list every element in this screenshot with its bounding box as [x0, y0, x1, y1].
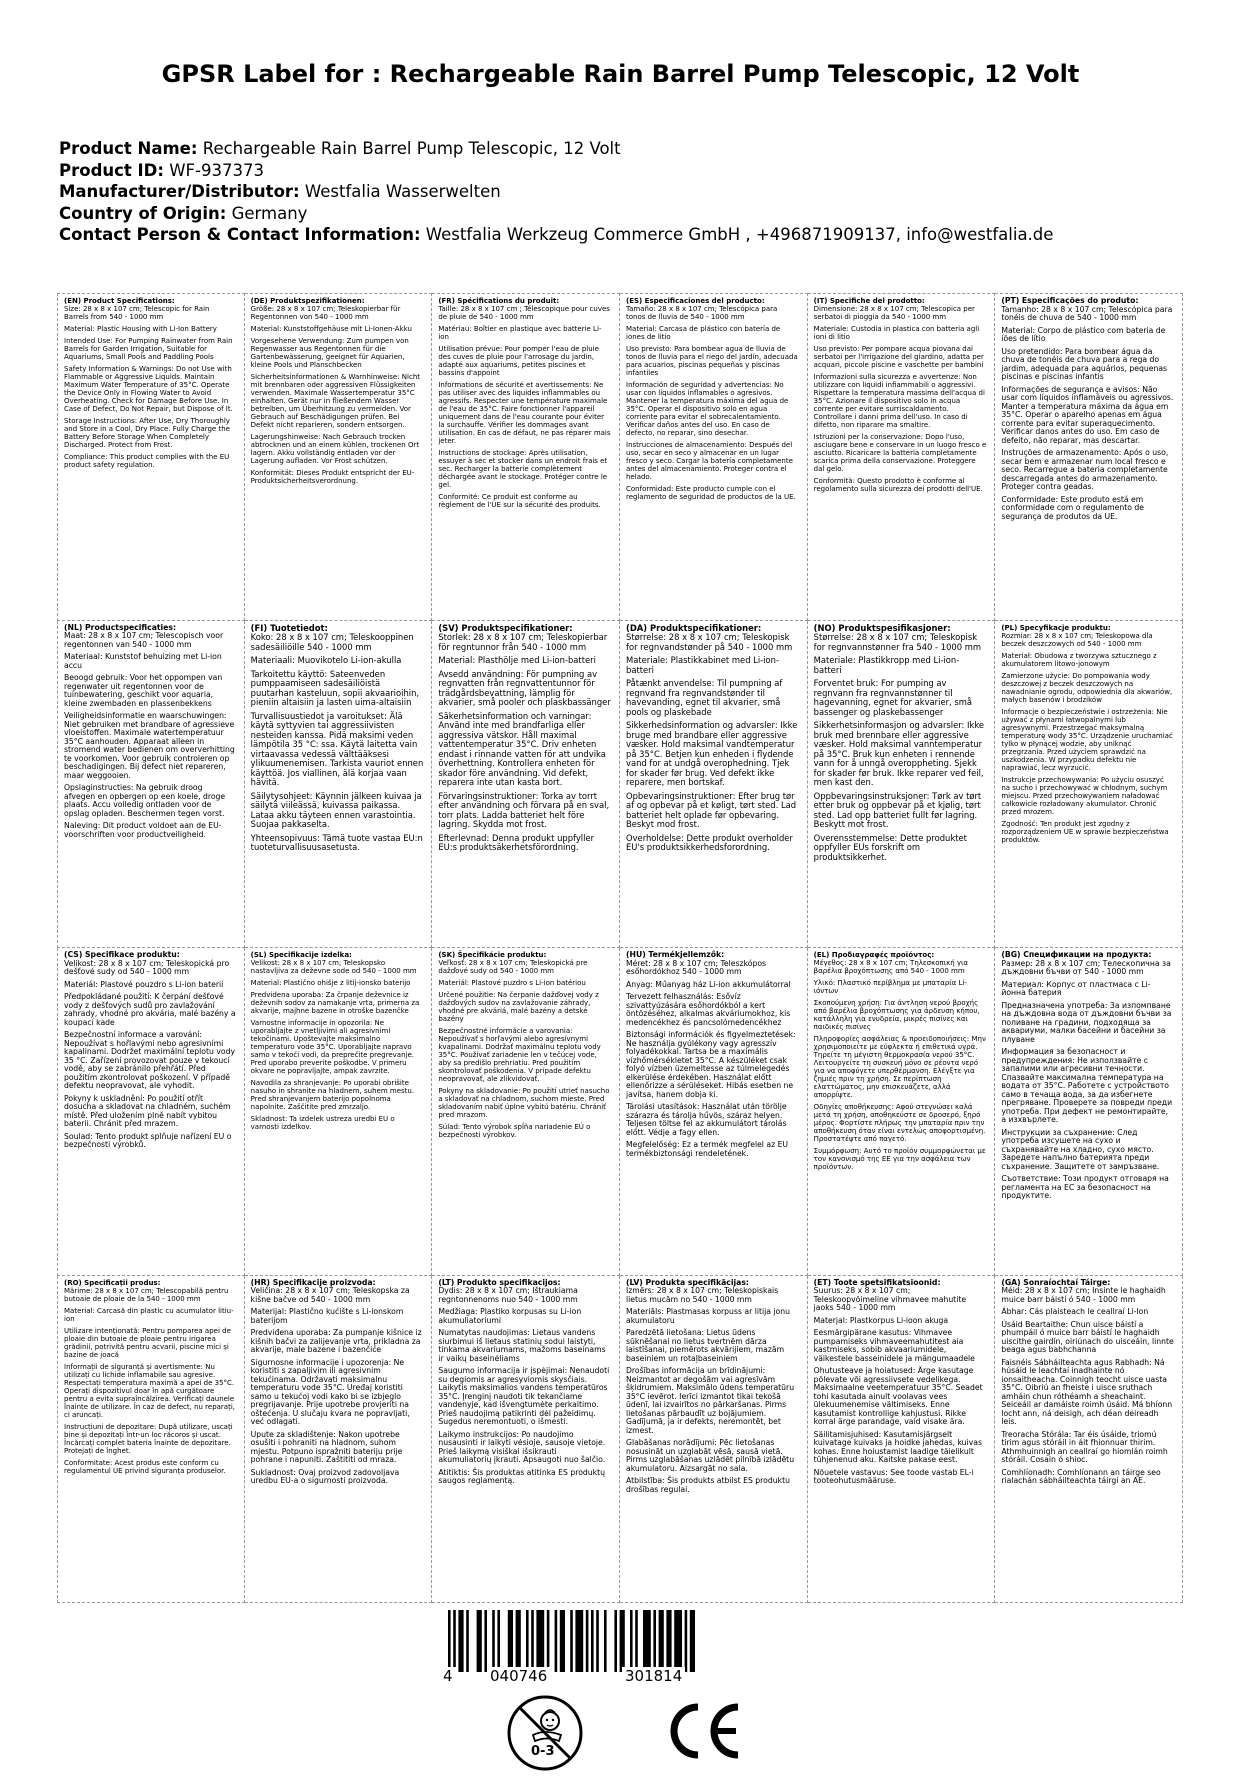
spec-section-paragraph: Dydis: 28 x 8 x 107 cm; Ištraukiama regntonnenoms nuo 540 - 1000 mm: [438, 1286, 578, 1304]
spec-section-heading: (DA) Produktspecifikationer:: [626, 622, 762, 633]
spec-section-paragraph: Opbevaringsinstruktioner: Efter brug tør af og opbevar på et køligt, tørt sted. Lad batteriet helt oplade før opbevaring. Beskyt mod frost.: [626, 790, 797, 829]
spec-section-paragraph: Oppbevaringsinstruksjoner: Tørk av tørt etter bruk og oppbevar på et kjølig, tørt sted. Lad opp batteriet fullt før lagring. Beskytt mot frost.: [813, 790, 982, 829]
spec-section-paragraph: Veľkosť: 28 x 8 x 107 cm; Teleskopická pre dažďové sudy od 540 - 1000 mm: [438, 959, 588, 975]
spec-section-heading: (ES) Especificaciones del producto:: [626, 297, 765, 305]
spec-section: [432, 948, 620, 1276]
spec-section-paragraph: Suurus: 28 x 8 x 107 cm; Teleskoopvõimeline vihmavee mahutite jaoks 540 - 1000 mm: [813, 1286, 967, 1312]
country-label: Country of Origin:: [59, 203, 227, 223]
spec-section-paragraph: Material: Plasthölje med Li-ion-batteri: [438, 655, 596, 665]
product-id-value: WF-937373: [169, 160, 264, 180]
spec-section-paragraph: Instrucțiuni de depozitare: După utilizare, uscați bine și depozitați într-un loc răcoros și uscat. Încărcați complet bateria înainte de depozitare. Protejați de înghet.: [64, 1422, 233, 1455]
barcode-bar: [604, 1610, 607, 1672]
spec-section-paragraph: Materiāls: Plastmasas korpuss ar litija jonu akumulatoru: [626, 1307, 790, 1325]
spec-section: [808, 621, 996, 949]
spec-section-paragraph: Varnostne informacije in opozorila: Ne uporabljajte z vnetljivimi ali agresivnimi tekočinami. Upoštevajte maksimalno temperaturo vode 35°C. Uporabljajte napravo samo v tekoči vodi, da preprečite pregrevanje. Pred uporabo preverite poškodbe. V primeru okvare ne popravljajte, ampak zavrzite.: [250, 1019, 414, 1075]
barcode-bar: [596, 1610, 599, 1672]
barcode-bar: [643, 1610, 651, 1672]
barcode-lead-digit: 4: [440, 1667, 456, 1685]
spec-section-paragraph: Skladnost: Ta izdelek ustreza uredbi EU o varnosti izdelkov.: [250, 1115, 395, 1131]
spec-section-paragraph: Drošības informācija un brīdinājumi: Neizmantot ar degošām vai agresīvām šķidrumiem. Maksimālo ūdens temperatūru 35°C ievērot. Ierīci izmantot tikai tekošā ūdenī, lai izvairītos no pārkaršanas. Pirms lietošanas pārbaudīt uz bojājumiem. Gadījumā, ja ir defekts, neremontēt, bet izmest.: [626, 1366, 795, 1435]
spec-section: [620, 621, 808, 949]
spec-section-paragraph: Materiaal: Kunststof behuizing met Li-ion accu: [64, 652, 222, 670]
spec-section-paragraph: Pokyny na skladovanie: Po použití utrieť nasucho a skladovať na chladnom, suchom mieste. Pred skladovaním nabiť úplne vybitú batériu. Chrániť pred mrazom.: [438, 1087, 610, 1119]
spec-section-paragraph: Tervezett felhasználás: Esővíz szivattyúzására esőhordókból a kert öntözéséhez, alkalmas akváriumokhoz, kis medencékhez és pancsolómedencékhez: [626, 992, 791, 1027]
spec-section-paragraph: Anyag: Műanyag ház Li-ion akkumulátorral: [626, 979, 791, 989]
spec-section-paragraph: Σκοπούμενη χρήση: Για άντληση νερού βροχής από βαρέλια βροχόπτωσης για άρδευση κήπου, κατάλληλη για ενυδρεία, μικρές πισίνες και παιδικές πισίνες: [813, 999, 980, 1031]
spec-section-paragraph: Saugumo informacija ir įspėjimai: Nenaudoti su degiomis ar agresyviomis skysčiais. Laikytis maksimalios vandens temperatūros 35°C. Įrenginį naudoti tik tekančiame vandenyje, kad išvengtumėte perkaitimo. Prieš naudojimą patikrinti dėl pažeidimų. Sugedus neremontuoti, o išmesti.: [438, 1366, 610, 1426]
barcode-bar: [531, 1610, 534, 1672]
spec-section-paragraph: Megfelelőség: Ez a termék megfelel az EU termékbiztonsági rendeletének.: [626, 1140, 789, 1158]
spec-section-paragraph: Påtænkt anvendelse: Til pumpning af regnvand fra regnvandstønder til havevanding, egnet til akvarier, små pools og plaskebade: [626, 678, 783, 717]
spec-section: [808, 948, 996, 1276]
barcode-bar: [674, 1610, 682, 1672]
spec-section-paragraph: Material: Carcasa de plástico con batería de iones de litio: [626, 325, 781, 341]
spec-section-paragraph: Materiale: Custodia in plastica con batteria agli ioni di litio: [813, 325, 980, 341]
spec-section-paragraph: Ábhar: Cás plaisteach le ceallraí Li-Ion: [1001, 1307, 1149, 1316]
spec-section-paragraph: Instrukcje przechowywania: Po użyciu osuszyć na sucho i przechowywać w chłodnym, suchym miejscu. Przed przechowywaniem naładować całkowicie rozładowany akumulator. Chronić przed mrozem.: [1001, 775, 1168, 816]
spec-section-paragraph: Informații de siguranță și avertismente: Nu utilizați cu lichide inflamabile sau agresive. Respectați temperatura maximă a apei de 35°C. Operați dispozitivul doar în apă curgătoare pentru a evita supraîncălzirea. Verificați daunele înainte de utilizare. În caz de defect, nu reparați, ci aruncați.: [64, 1362, 236, 1419]
spec-section-paragraph: Veličina: 28 x 8 x 107 cm; Teleskopska za kišne bačve od 540 - 1000 mm: [250, 1286, 410, 1304]
spec-section-paragraph: Soulad: Tento produkt splňuje nařízení EU o bezpečnosti výrobků.: [64, 1131, 232, 1149]
spec-section-heading: (LT) Produkto specifikacijos:: [438, 1277, 561, 1287]
spec-section: [808, 293, 996, 621]
spec-section-paragraph: Konformität: Dieses Produkt entspricht der EU-Produktsicherheitsverordnung.: [250, 469, 415, 485]
spec-section-paragraph: Glabāšanas norādījumi: Pēc lietošanas nosusināt un uzglabāt vēsā, sausā vietā. Pirms uzglabāšanas uzlādēt pilnībā izlādētu akumulatoru. Aizsargāt no sala.: [626, 1438, 795, 1473]
spec-section: [432, 621, 620, 949]
spec-section-paragraph: Turvallisuustiedot ja varoitukset: Älä käytä syttyvien tai aggressiivisten nesteiden kanssa. Pidä maksimi veden lämpötila 35 °C: ssa. Käytä laitetta vain virtaavassa vedessä välttääksesi ylikuumenemisen. Tarkista vauriot ennen käyttöä. Jos viallinen, älä korjaa vaan hävitä.: [250, 710, 424, 787]
spec-section-paragraph: Størrelse: 28 x 8 x 107 cm; Teleskopisk for regnvandstønder på 540 - 1000 mm: [626, 632, 793, 652]
spec-section-paragraph: Treoracha Stórála: Tar éis úsáide, triomú tirim agus stóráil in áit fhionnuar thirim. Athmhuinnigh an ceallraí go hiomlán roimh stóráil. Cosain ó shioc.: [1001, 1429, 1168, 1464]
spec-section-paragraph: Sicherheitsinformationen & Warnhinweise: Nicht mit brennbaren oder aggressiven Flüssigkeiten verwenden. Maximale Wassertemperatur 35°C einhalten. Gerät nur in fließendem Wasser betreiben, um Überhitzung zu vermeiden. Vor Gebrauch auf Beschädigungen prüfen. Bei Defekt nicht reparieren, sondern entsorgen.: [250, 373, 421, 429]
spec-section-paragraph: Storage Instructions: After Use, Dry Thoroughly and Store in a Cool, Dry Place. Fully Charge the Battery Before Storage When Completely Discharged. Protect from Frost.: [64, 417, 230, 449]
spec-section-paragraph: Overensstemmelse: Dette produktet oppfyller EUs forskrift om produktsikkerhet.: [813, 832, 967, 862]
barcode-bar: [466, 1610, 469, 1672]
spec-section-paragraph: Säilitamisjuhised: Kasutamisjärgselt kuivatage kuivaks ja hoidke jahedas, kuivas kohas. Enne hoiustamist laadige täielikult tühjenenud aku. Kaitske pakase eest.: [813, 1429, 982, 1464]
spec-section-paragraph: Yhteensopivuus: Tämä tuote vastaa EU:n tuoteturvallisuusasetusta.: [250, 832, 423, 852]
spec-section-paragraph: Forventet bruk: For pumping av regnvann fra regnvannstønner til hagevanning, egnet for akvarier, små bassenger og plaskebassenger: [813, 678, 973, 717]
barcode-bar: [635, 1610, 638, 1672]
spec-section-heading: (EN) Product Specifications:: [64, 297, 175, 305]
spec-section-paragraph: Størrelse: 28 x 8 x 107 cm; Teleskopisk for regnvannstønner fra 540 - 1000 mm: [813, 632, 982, 652]
manufacturer-row: [59, 181, 1053, 203]
spec-section-paragraph: Upute za skladištenje: Nakon upotrebe osušiti i pohraniti na hladnom, suhom mjestu. Potpuno ispražniti bateriju prije pohrane i napuniti. Zaštititi od mraza.: [250, 1429, 403, 1464]
spec-section-paragraph: Informations de sécurité et avertissements: Ne pas utiliser avec des liquides inflammables ou agressifs. Respecter une température maximale de l'eau de 35°C. Faire fonctionner l'appareil uniquement dans de l'eau courante pour éviter la surchauffe. Vérifier les dommages avant utilisation. En cas de défaut, ne pas réparer mais jeter.: [438, 381, 611, 445]
spec-section-paragraph: Größe: 28 x 8 x 107 cm; Teleskopierbar für Regentonnen von 540 - 1000 mm: [250, 305, 401, 321]
spec-section-paragraph: Taille: 28 x 8 x 107 cm ; Télescopique pour cuves de pluie de 540 - 1000 mm: [438, 305, 610, 321]
spec-section-paragraph: Size: 28 x 8 x 107 cm; Telescopic for Rain Barrels from 540 - 1000 mm: [64, 305, 210, 321]
product-info: [59, 138, 1053, 246]
spec-section-heading: (CS) Specifikace produktu:: [64, 950, 180, 959]
barcode-bar: [570, 1610, 573, 1672]
spec-section: [620, 948, 808, 1276]
spec-section-paragraph: Overholdelse: Dette produkt overholder EU's produktsikkerhedsforordning.: [626, 832, 793, 852]
barcode-bars: [430, 1610, 700, 1672]
barcode-bar: [659, 1610, 664, 1672]
spec-section-paragraph: Bezpečnostné informácie a varovania: Nepoužívať s horľavými alebo agresívnymi kvapalinami. Dodržať maximálnu teplotu vody 35°C. Používať zariadenie len v tečúcej vode, aby sa predišlo prehriatiu. Pred použitím skontrolovať poškodenia. V prípade defektu neopravovať, ale zlikvidovať.: [438, 1027, 601, 1083]
barcode-bar: [614, 1610, 617, 1672]
spec-section-paragraph: Laikymo instrukcijos: Po naudojimo nusausinti ir laikyti vėsioje, sausoje vietoje. Prieš laikymą visiškai išsikrauti akumuliatorių įkrauti. Apsaugoti nuo šalčio.: [438, 1429, 606, 1464]
spec-section: [808, 1276, 996, 1604]
spec-section-paragraph: Mărime: 28 x 8 x 107 cm; Telescopabilă pentru butoaie de ploaie de la 540 - 1000 mm: [64, 1286, 229, 1303]
spec-section-paragraph: Υλικό: Πλαστικό περίβλημα με μπαταρία Li-ιόντων: [813, 979, 967, 995]
product-name-value: Rechargeable Rain Barrel Pump Telescopic, 12 Volt: [202, 139, 621, 158]
spec-section-paragraph: Sikkerhedsinformation og advarsler: Ikke bruge med brandbare eller aggressive væsker. Hold maksimal vandtemperatur på 35°C. Betjen kun enheden i flydende vand for at undgå overophedning. Tjek for skader før brug. Ved defekt ikke reparere, men bortskaf.: [626, 720, 798, 787]
spec-section-paragraph: Istruzioni per la conservazione: Dopo l'uso, asciugare bene e conservare in un luogo fresco e asciutto. Ricaricare la batteria completamente scarica prima della conservazione. Proteggere dal gelo.: [813, 433, 987, 473]
spec-section-heading: (RO) Specificații produs:: [64, 1278, 161, 1287]
spec-section-paragraph: Zgodność: Ten produkt jest zgodny z rozporządzeniem UE w sprawie bezpieczeństwa produktów.: [1001, 819, 1169, 844]
spec-section: [995, 621, 1183, 949]
spec-section-paragraph: Material: Plastično ohišje z litij-ionsko baterijo: [250, 979, 411, 987]
spec-section-paragraph: Material: Corpo de plástico com bateria de íões de lítio: [1001, 325, 1166, 343]
spec-section-paragraph: Materiał: Obudowa z tworzywa sztucznego z akumulatorem litowo-jonowym: [1001, 651, 1157, 668]
barcode-bar: [653, 1610, 656, 1672]
spec-section-paragraph: Размер: 28 x 8 x 107 cm; Телескопична за дъждовни бъчви от 540 - 1000 mm: [1001, 958, 1171, 976]
spec-section: [245, 293, 433, 621]
spec-section-paragraph: Velikost: 28 x 8 x 107 cm; Teleskopsko nastavljiva za deževne sode od 540 - 1000 mm: [250, 959, 417, 975]
spec-section-paragraph: Comhlíonadh: Comhlíonann an táirge seo rialachán sábháilteachta táirgí an AE.: [1001, 1467, 1161, 1485]
spec-section-paragraph: Utilisation prévue: Pour pomper l'eau de pluie des cuves de pluie pour l'arrosage du jardin, adapté aux aquariums, petites piscines et bassins d'appoint: [438, 345, 599, 377]
spec-section-paragraph: Информация за безопасност и предупреждения: Не използвайте с запалими или агресивни течности. Спазвайте максимална температура на водата от 35°C. Работете с устройството само в течаща вода, за да избегнете прегряване. Проверете за повреди преди употреба. При дефект не ремонтирайте, а изхвърлете.: [1001, 1047, 1173, 1124]
spec-section-paragraph: Materiál: Plastové pouzdro s Li-ion baterií: [64, 979, 224, 989]
spec-section-paragraph: Μέγεθος: 28 x 8 x 107 cm; Τηλεσκοπική για βαρέλια βροχόπτωσης από 540 - 1000 mm: [813, 959, 969, 975]
spec-section-paragraph: Materiaali: Muovikotelo Li-ion-akulla: [250, 655, 402, 665]
barcode-bar: [477, 1610, 482, 1672]
spec-section-paragraph: Opslaginstructies: Na gebruik droog afvegen en opbergen op een koele, droge plaats. Accu volledig ontladen voor de opslag opladen. Beschermen tegen vorst.: [64, 783, 226, 818]
spec-section-heading: (SK) Špecifikácie produktu:: [438, 951, 547, 959]
spec-section: [57, 948, 245, 1276]
barcode-bar: [586, 1610, 589, 1672]
spec-section-paragraph: Beoogd gebruik: Voor het oppompen van regenwater uit regentonnen voor de tuinbewatering, geschikt voor aquaria, kleine zwembaden en plassenbekkens: [64, 673, 223, 708]
spec-section-paragraph: Tarkoitettu käyttö: Sateenveden pumppaamiseen sadesäiliöistä puutarhan kasteluun, sopii akvaarioihin, pieniin altaisiin ja lasten uima-altaisiin: [250, 668, 420, 707]
spec-section-paragraph: Material: Carcasă din plastic cu acumulator litiu-ion: [64, 1306, 234, 1323]
contact-label: Contact Person & Contact Information:: [59, 225, 421, 244]
spec-section-paragraph: Méid: 28 x 8 x 107 cm; Insinte le haghaidh muice barr báistí ó 540 - 1000 mm: [1001, 1286, 1166, 1304]
barcode-bar: [448, 1610, 451, 1672]
spec-section-paragraph: Numatytas naudojimas: Lietaus vandens siurbimui iš lietaus statinių sodui laistyti, tinkama akvariumams, mažoms baseinams ir vaikų baseinėliams: [438, 1328, 606, 1363]
country-row: [59, 203, 1053, 225]
spec-section-paragraph: Tamaño: 28 x 8 x 107 cm; Telescópica para tonos de lluvia de 540 - 1000 mm: [626, 305, 778, 321]
spec-section-paragraph: Πληροφορίες ασφάλειας & προειδοποιήσεις: Μην χρησιμοποιείτε με εύφλεκτα ή επιθετικά υγρά. Τηρείτε τη μέγιστη θερμοκρασία νερού 35°C. Λειτουργείτε τη συσκευή μόνο σε ρέοντα νερό για να αποφύγετε υπερθέρμανση. Ελέγξτε για ζημιές πριν τη χρήση. Σε περίπτωση ελαττώματος, μην επισκευάζετε, αλλά απορρίψτε.: [813, 1035, 986, 1099]
spec-section-paragraph: Dimensione: 28 x 8 x 107 cm; Telescopica per serbatoi di pioggia da 540 - 1000 mm: [813, 305, 975, 321]
spec-section-paragraph: Tárolási utasítások: Használat után törölje szárazra és tárolja hűvös, száraz helyen. Teljesen töltse fel az akkumulátort tárolás előtt. Védje a fagy ellen.: [626, 1102, 787, 1137]
page-title: GPSR Label for : Rechargeable Rain Barrel Pump Telescopic, 12 Volt: [161, 60, 1080, 88]
spec-section-paragraph: Faisnéis Sábháilteachta agus Rabhadh: Ná húsáid le leachtaí inadhainte nó ionsaitheacha. Coinnigh teocht uisce uasta 35°C. Oibriú an fheiste i uisce sruthach amháin chun róthéamh a sheachaint. Seiceáil ar damáiste roimh úsáid. Má bhíonn locht ann, ná deisigh, ach déan deireadh leis.: [1001, 1357, 1173, 1426]
spec-section: [432, 293, 620, 621]
spec-section-paragraph: Maat: 28 x 8 x 107 cm; Telescopisch voor regentonnen van 540 - 1000 mm: [64, 631, 224, 649]
spec-section-paragraph: Biztonsági információk és figyelmeztetések: Ne használja gyúlékony vagy agresszív folyadékokkal. Tartsa be a maximális vízhőmérsékletet 35°C. A készüléket csak folyó vízben üzemeltesse az túlmelegedés elkerülése érdekében. Használat előtt ellenőrizze a sérüléseket. Hibás esetben ne javítsa, hanem dobja ki.: [626, 1030, 796, 1099]
barcode-bar: [666, 1610, 671, 1672]
spec-section-paragraph: Uso previsto: Para bombear agua de lluvia de tonos de lluvia para el riego del jardín, adecuada para acuarios, piscinas pequeñas y piscinas infantiles: [626, 345, 798, 377]
spec-section-paragraph: Nõuetele vastavus: See toode vastab EL-i tooteohutusmääruse.: [813, 1467, 974, 1485]
spec-section-heading: (FR) Spécifications du produit:: [438, 297, 560, 305]
barcode-bar: [620, 1610, 625, 1672]
manufacturer-label: Manufacturer/Distributor:: [59, 182, 300, 201]
barcode-bar: [591, 1610, 594, 1672]
spec-section-paragraph: Información de seguridad y advertencias: No usar con líquidos inflamables o agresivos. Mantener la temperatura máxima del agua de 35°C. Operar el dispositivo solo en agua corriente para evitar el sobrecalentamiento. Verificar daños antes del uso. En caso de defecto, no reparar, sino desechar.: [626, 381, 789, 437]
spec-section-paragraph: Paredzētā lietošana: Lietus ūdens sūknēšanai no lietus tvertnēm dārza laistīšanai, piemērots akvārijiem, mazām baseiniem un rotaļbaseiniem: [626, 1328, 785, 1363]
product-name-row: [59, 138, 1053, 160]
spec-section-paragraph: Lagerungshinweise: Nach Gebrauch trocken abtrocknen und an einem kühlen, trockenen Ort lagern. Akku vollständig entladen vor der Lagerung aufladen. Vor Frost schützen.: [250, 433, 420, 465]
spec-section-paragraph: Předpokládané použití: K čerpání dešťové vody z dešťových sudů pro zavlažování zahrady, vhodné pro akvária, malé bazény a koupací kade: [64, 992, 236, 1027]
spec-section-paragraph: Materiale: Plastikkropp med Li-ion-batteri: [813, 655, 960, 675]
barcode-bar: [685, 1610, 688, 1672]
spec-section-heading: (ET) Toote spetsifikatsioonid:: [813, 1277, 941, 1287]
spec-section-paragraph: Materiál: Plastové puzdro s Li-ion batériou: [438, 979, 586, 987]
spec-section-paragraph: Úsáid Beartaithe: Chun uisce báistí a phumpáil ó muice barr báistí le haghaidh uiscithe gairdín, oiriúnach do uisceáin, linnte beaga agus babhchanna: [1001, 1319, 1174, 1354]
spec-section-paragraph: Bezpečnostní informace a varování: Nepoužívat s hořlavými nebo agresivními kapalinami. Dodržet maximální teplotu vody 35 °C. Zařízení provozovat pouze v tekoucí vodě, aby se zabránilo přehřátí. Před použitím zkontrolovat poškození. V případě defektu neopravovat, ale vyhodit.: [64, 1030, 236, 1090]
spec-section-paragraph: Instrucciones de almacenamiento: Después del uso, secar en seco y almacenar en un lugar fresco y seco. Cargar la batería completamente antes del almacenamiento. Proteger contra el helado.: [626, 441, 793, 481]
spec-section: [245, 1276, 433, 1604]
spec-section-paragraph: Συμμόρφωση: Αυτό το προϊόν συμμορφώνεται με τον κανονισμό της ΕΕ για την ασφάλεια των προϊόντων.: [813, 1147, 986, 1171]
spec-section-heading: (SL) Specifikacije izdelka:: [250, 951, 352, 959]
spec-section-paragraph: Uso pretendido: Para bombear água da chuva de tonéis de chuva para a rega do jardim, adequada para aquários, pequenas piscinas e piscinas infantis: [1001, 346, 1168, 381]
spec-section-paragraph: Οδηγίες αποθήκευσης: Αφού στεγνώσει καλά μετά τη χρήση, αποθηκεύστε σε δροσερό, ξηρό μέρος. Φορτίστε πλήρως την μπαταρία πριν την αποθήκευση όταν είναι εντελώς αποφορτισμένη. Προστατέψτε από παγετό.: [813, 1103, 986, 1143]
spec-section-paragraph: Инструкции за съхранение: След употреба изсушете на сухо и съхранявайте на хладно, сухо място. Заредете напълно батерията преди съхранение. Защитете от замръзване.: [1001, 1127, 1160, 1171]
spec-section-paragraph: Avsedd användning: För pumpning av regnvatten från regnvattentunnor för trädgårdsbevattning, lämplig för akvarier, små pooler och plaskbassänger: [438, 668, 611, 707]
spec-section: [995, 293, 1183, 621]
spec-section-paragraph: Instructions de stockage: Après utilisation, essuyer à sec et stocker dans un endroit frais et sec. Recharger la batterie complètement déchargée avant le stockage. Protéger contre le gel.: [438, 449, 608, 489]
spec-section-paragraph: Conformitate: Acest produs este conform cu regulamentul UE privind siguranța produselor.: [64, 1458, 226, 1475]
spec-section-heading: (PL) Specyfikacje produktu:: [1001, 623, 1111, 632]
spec-section: [57, 293, 245, 621]
spec-section-paragraph: Eesmärgipärane kasutus: Vihmavee pumpamiseks vihmaveemahutitest aia kastmiseks, sobib akvaariumidele, väikestele basseinidele ja mängumaadele: [813, 1328, 975, 1363]
spec-section-paragraph: Atbilstība: Šis produkts atbilst ES produktu drošības regulai.: [626, 1476, 790, 1494]
spec-section-heading: (EL) Προδιαγραφές προϊόντος:: [813, 951, 935, 959]
spec-section-paragraph: Säilytysohjeet: Käynnin jälkeen kuivaa ja säilytä viileässä, kuivassa paikassa. Lataa akku täyteen ennen varastointia. Suojaa pakkaselta.: [250, 790, 422, 829]
spec-section-paragraph: Uso previsto: Per pompare acqua piovana dai serbatoi per l'irrigazione del giardino, adatta per acquari, piccole piscine e vaschette per bambini: [813, 345, 984, 369]
barcode-bar: [526, 1610, 529, 1672]
spec-section-paragraph: Informações de segurança e avisos: Não usar com líquidos inflamáveis ou agressivos. Manter a temperatura máxima da água em 35°C. Operar o aparelho apenas em água corrente para evitar superaquecimento. Verificar danos antes do uso. Em caso de defeito, não reparar, mas descartar.: [1001, 384, 1174, 445]
language-spec-grid: [57, 293, 1183, 1603]
spec-section-paragraph: Vorgesehene Verwendung: Zum pumpen von Regenwasser aus Regentonnen für die Gartenbewässerung, geeignet für Aquarien, kleine Pools und Planschbecken: [250, 337, 409, 369]
barcode-bar: [497, 1610, 500, 1672]
spec-section-paragraph: Matériau: Boîtier en plastique avec batterie Li-ion: [438, 325, 602, 341]
barcode-bar: [575, 1610, 583, 1672]
spec-section-paragraph: Sigurnosne informacije i upozorenja: Ne koristiti s zapaljivim ili agresivnim tekućinama. Održavati maksimalnu temperaturu vode 35°C. Uređaj koristiti samo u tekućoj vodi kako bi se izbjeglo pregrijavanje. Prije upotrebe provjeriti na oštećenja. U slučaju kvara ne popravljati, već odlagati.: [250, 1357, 410, 1426]
age-0-3-warning-icon: [505, 1693, 585, 1777]
spec-section-paragraph: Materjal: Plastkorpus Li-ioon akuga: [813, 1315, 949, 1325]
spec-section: [245, 621, 433, 949]
barcode-bar: [508, 1610, 513, 1672]
barcode-right-digits: 301814: [622, 1667, 685, 1685]
spec-section-heading: (HR) Specifikacije proizvoda:: [250, 1277, 376, 1287]
spec-section-paragraph: Intended Use: For Pumping Rainwater from Rain Barrels for Garden Irrigation, Suitable for Aquariums, Small Pools and Paddling Pools: [64, 337, 233, 361]
spec-section-heading: (NO) Produktspesifikasjoner:: [813, 622, 951, 633]
spec-section-paragraph: Materiale: Plastikkabinet med Li-ion-batteri: [626, 655, 779, 675]
spec-section-paragraph: Izmērs: 28 x 8 x 107 cm; Teleskopiskais lietus mucām no 540 - 1000 mm: [626, 1286, 779, 1304]
spec-section-paragraph: Materijal: Plastično kućište s Li-ionskom baterijom: [250, 1307, 404, 1325]
spec-section-paragraph: Съответствие: Този продукт отговаря на регламента на ЕС за безопасност на продуктите.: [1001, 1174, 1169, 1200]
spec-section-paragraph: Material: Plastic Housing with Li-Ion Battery: [64, 325, 217, 333]
manufacturer-value: Westfalia Wasserwelten: [304, 182, 501, 201]
spec-section-paragraph: Material: Kunststoffgehäuse mit Li-Ionen-Akku: [250, 325, 412, 333]
spec-section-paragraph: Utilizare intenționată: Pentru pomparea apei de ploaie din butoaie de ploaie pentru irigarea grădinii, potrivită pentru acvarii, piscine mici și bazine de joacă: [64, 1326, 231, 1359]
spec-section: [995, 1276, 1183, 1604]
spec-section-paragraph: Conformità: Questo prodotto è conforme al regolamento sulla sicurezza dei prodotti dell'UE.: [813, 477, 983, 493]
spec-section-paragraph: Säkerhetsinformation och varningar: Använd inte med brandfarliga eller aggressiva vätskor. Håll maximal vattentemperatur 35°C. Driv enheten endast i rinnande vatten för att undvika överhettning. Kontrollera enheten för skador före användning. Vid defekt, reparera inte utan kasta bort.: [438, 710, 606, 787]
spec-section: [57, 621, 245, 949]
spec-section-paragraph: Sukladnost: Ovaj proizvod zadovoljava uredbu EU-a o sigurnosti proizvoda.: [250, 1467, 400, 1485]
barcode-bar: [458, 1610, 463, 1672]
spec-section-heading: (HU) Termékjellemzők:: [626, 950, 725, 959]
spec-section-heading: (LV) Produkta specifikācijas:: [626, 1277, 749, 1287]
spec-section-paragraph: Instruções de armazenamento: Após o uso, secar bem e armazenar num local fresco e seco. Recarregue a bateria completamente descarregada antes do armazenamento. Proteger contra geadas.: [1001, 448, 1169, 491]
contact-row: [59, 224, 1053, 246]
barcode-bar: [690, 1610, 695, 1672]
spec-section-paragraph: Rozmiar: 28 x 8 x 107 cm; Teleskopowa dla beczek deszczowych od 540 - 1000 mm: [1001, 631, 1153, 648]
spec-section-heading: (IT) Specifiche del prodotto:: [813, 297, 925, 305]
spec-section-paragraph: Navodila za shranjevanje: Po uporabi obrišite nasuho in shranite na hladnem, suhem mestu. Pred shranjevanjem baterijo popolnoma napolnite. Zaščitite pred zmrzaljo.: [250, 1079, 415, 1111]
spec-section-paragraph: Предназначена употреба: За изпомпване на дъждовна вода от дъждовни бъчви за поливане на градини, подходяща за аквариуми, малки басейни и басейни за плуване: [1001, 1000, 1172, 1044]
spec-section-paragraph: Ohutusteave ja hoiatused: Ärge kasutage põlevate või agressiivsete vedelikega. Maksimaalne veetemperatuur 35°C. Seadet tohi kasutada ainult voolavas vees ülekuumenemise vältimiseks. Enne kasutamist kontrollige kahjustusi. Rikke korral ärge parandage, vaid visake ära.: [813, 1366, 983, 1426]
spec-section-paragraph: Predviđena uporaba: Za pumpanje kišnice iz kišnih bačvi za zalijevanje vrta, prikladna za akvarije, male bazene i bazenčiće: [250, 1328, 422, 1354]
product-id-row: [59, 160, 1053, 182]
barcode-bar: [492, 1610, 495, 1672]
svg-text:0-3: 0-3: [531, 1744, 555, 1759]
spec-section-heading: (DE) Produktspezifikationen:: [250, 297, 365, 305]
spec-section-paragraph: Naleving: Dit product voldoet aan de EU-voorschriften voor productveiligheid.: [64, 821, 222, 839]
spec-section-paragraph: Conformidad: Este producto cumple con el reglamento de seguridad de productos de la UE.: [626, 485, 796, 501]
product-name-label: Product Name:: [59, 139, 198, 158]
spec-section-paragraph: Informacje o bezpieczeństwie i ostrzeżenia: Nie używać z płynami łatwopalnymi lub agresywnymi. Przestrzegać maksymalną temperaturę wody 35°C. Urządzenie uruchamiać tylko w płynącej wodzie, aby uniknąć przegrzania. Przed użyciem sprawdzić na uszkodzenia. W przypadku defektu nie naprawiać, lecz wyrzucić.: [1001, 707, 1173, 772]
spec-section: [57, 1276, 245, 1604]
barcode-bar: [453, 1610, 456, 1672]
spec-section-paragraph: Conformidade: Este produto está em conformidade com o regulamento de segurança de produtos da UE.: [1001, 494, 1145, 521]
product-id-label: Product ID:: [59, 160, 164, 180]
spec-section-paragraph: Predvidena uporaba: Za črpanje deževnice iz deževnih sodov za namakanje vrta, primerna za akvarije, majhne bazene in otroške bazenčke: [250, 991, 420, 1015]
barcode-bar: [630, 1610, 633, 1672]
spec-section-paragraph: Informazioni sulla sicurezza e avvertenze: Non utilizzare con liquidi infiammabili o aggressivi. Rispettare la temperatura massima dell'acqua di 35°C. Azionare il dispositivo solo in acqua corrente per evitare surriscaldamento. Controllare i danni prima dell'uso. In caso di difetto, non riparare ma smaltire.: [813, 373, 985, 429]
barcode-bar: [560, 1610, 565, 1672]
spec-section: [620, 1276, 808, 1604]
spec-section-heading: (PT) Especificações do produto:: [1001, 296, 1139, 305]
barcode-bar: [547, 1610, 550, 1672]
spec-section: [995, 948, 1183, 1276]
spec-section-paragraph: Medžiaga: Plastiko korpusas su Li-ion akumuliatoriumi: [438, 1307, 582, 1325]
spec-section-paragraph: Atitiktis: Šis produktas atitinka ES produktų saugos reglamentą.: [438, 1467, 606, 1485]
barcode-bar: [555, 1610, 558, 1672]
barcode-left-digits: 040746: [487, 1667, 550, 1685]
spec-section: [245, 948, 433, 1276]
spec-section-paragraph: Zamierzone użycie: Do pompowania wody deszczowej z beczek deszczowych na nawadnianie ogrodu, odpowiednia dla akwariów, małych basenów i brodzików: [1001, 671, 1173, 704]
country-value: Germany: [231, 203, 308, 223]
spec-section-heading: (NL) Productspecificaties:: [64, 622, 177, 632]
ce-mark-icon: [664, 1701, 744, 1765]
spec-section-paragraph: Veiligheidsinformatie en waarschuwingen: Niet gebruiken met brandbare of agressieve vloeistoffen. Maximale watertemperatuur 35°C aanhouden. Apparaat alleen in stromend water bedienen om oververhitting te voorkomen. Voor gebruik controleren op beschadigingen. Bij defect niet repareren, maar weggooien.: [64, 711, 235, 780]
spec-section: [432, 1276, 620, 1604]
spec-section-paragraph: Safety Information & Warnings: Do not Use with Flammable or Aggressive Liquids. Maintain Maximum Water Temperature of 35°C. Operate the Device Only in Flowing Water to Avoid Overheating. Check for Damage Before Use. In Case of Defect, Do Not Repair, but Dispose of It.: [64, 365, 233, 413]
barcode-bar: [536, 1610, 544, 1672]
spec-section-paragraph: Velikost: 28 x 8 x 107 cm; Teleskopická pro dešťové sudy od 540 - 1000 mm: [64, 958, 230, 976]
spec-section-paragraph: Koko: 28 x 8 x 107 cm; Teleskooppinen sadesäiliöille 540 - 1000 mm: [250, 632, 414, 652]
spec-section-paragraph: Förvaringsinstruktioner: Torka av torrt efter användning och förvara på en sval, torr plats. Ladda batteriet helt före lagring. Skydda mot frost.: [438, 790, 610, 829]
spec-section-paragraph: Méret: 28 x 8 x 107 cm; Teleszkópos esőhordókhoz 540 - 1000 mm: [626, 958, 767, 976]
spec-section-paragraph: Материал: Корпус от пластмаса с Li-йонна батерия: [1001, 979, 1151, 997]
spec-section-heading: (FI) Tuotetiedot:: [250, 622, 328, 633]
barcode-bar: [516, 1610, 521, 1672]
spec-section-paragraph: Určené použitie: Na čerpanie dažďovej vody z dažďových sudov na zavlažovanie záhrady, vhodné pre akváriá, malé bazény a detské bazény: [438, 991, 599, 1023]
spec-section-paragraph: Sikkerhetsinformasjon og advarsler: Ikke bruk med brennbare eller aggressive væsker. Hold maksimal vanntemperatur på 35°C. Bruk kun enheten i rennende vann for å unngå overoppheting. Sjekk for skader før bruk. Ikke reparer ved feil, men kast den.: [813, 720, 985, 787]
spec-section-paragraph: Pokyny k uskladnění: Po použití otřít dosucha a skladovat na chladném, suchém místě. Před uložením plně nabít vybitou baterii. Chránit před mrazem.: [64, 1093, 231, 1128]
spec-section-paragraph: Tamanho: 28 x 8 x 107 cm; Telescópica para tonéis de chuva de 540 - 1000 mm: [1001, 304, 1173, 322]
spec-section-paragraph: Súlad: Tento výrobok spĺňa nariadenie EÚ o bezpečnosti výrobkov.: [438, 1123, 591, 1139]
spec-section-paragraph: Compliance: This product complies with the EU product safety regulation.: [64, 453, 230, 469]
barcode-bar: [484, 1610, 487, 1672]
spec-section-heading: (GA) Sonraíochtaí Táirge:: [1001, 1277, 1111, 1287]
spec-section: [620, 293, 808, 621]
contact-value: Westfalia Werkzeug Commerce GmbH , +496871909137, info@westfalia.de: [425, 225, 1054, 244]
spec-section-heading: (BG) Спецификации на продукта:: [1001, 950, 1152, 959]
spec-section-paragraph: Conformité: Ce produit est conforme au règlement de l'UE sur la sécurité des produits.: [438, 493, 601, 509]
spec-section-paragraph: Storlek: 28 x 8 x 107 cm; Teleskopierbar för regntunnor från 540 - 1000 mm: [438, 632, 608, 652]
spec-section-heading: (SV) Produktspecifikationer:: [438, 622, 573, 633]
spec-section-paragraph: Efterlevnad: Denna produkt uppfyller EU:s produktsäkerhetsförordning.: [438, 832, 595, 852]
